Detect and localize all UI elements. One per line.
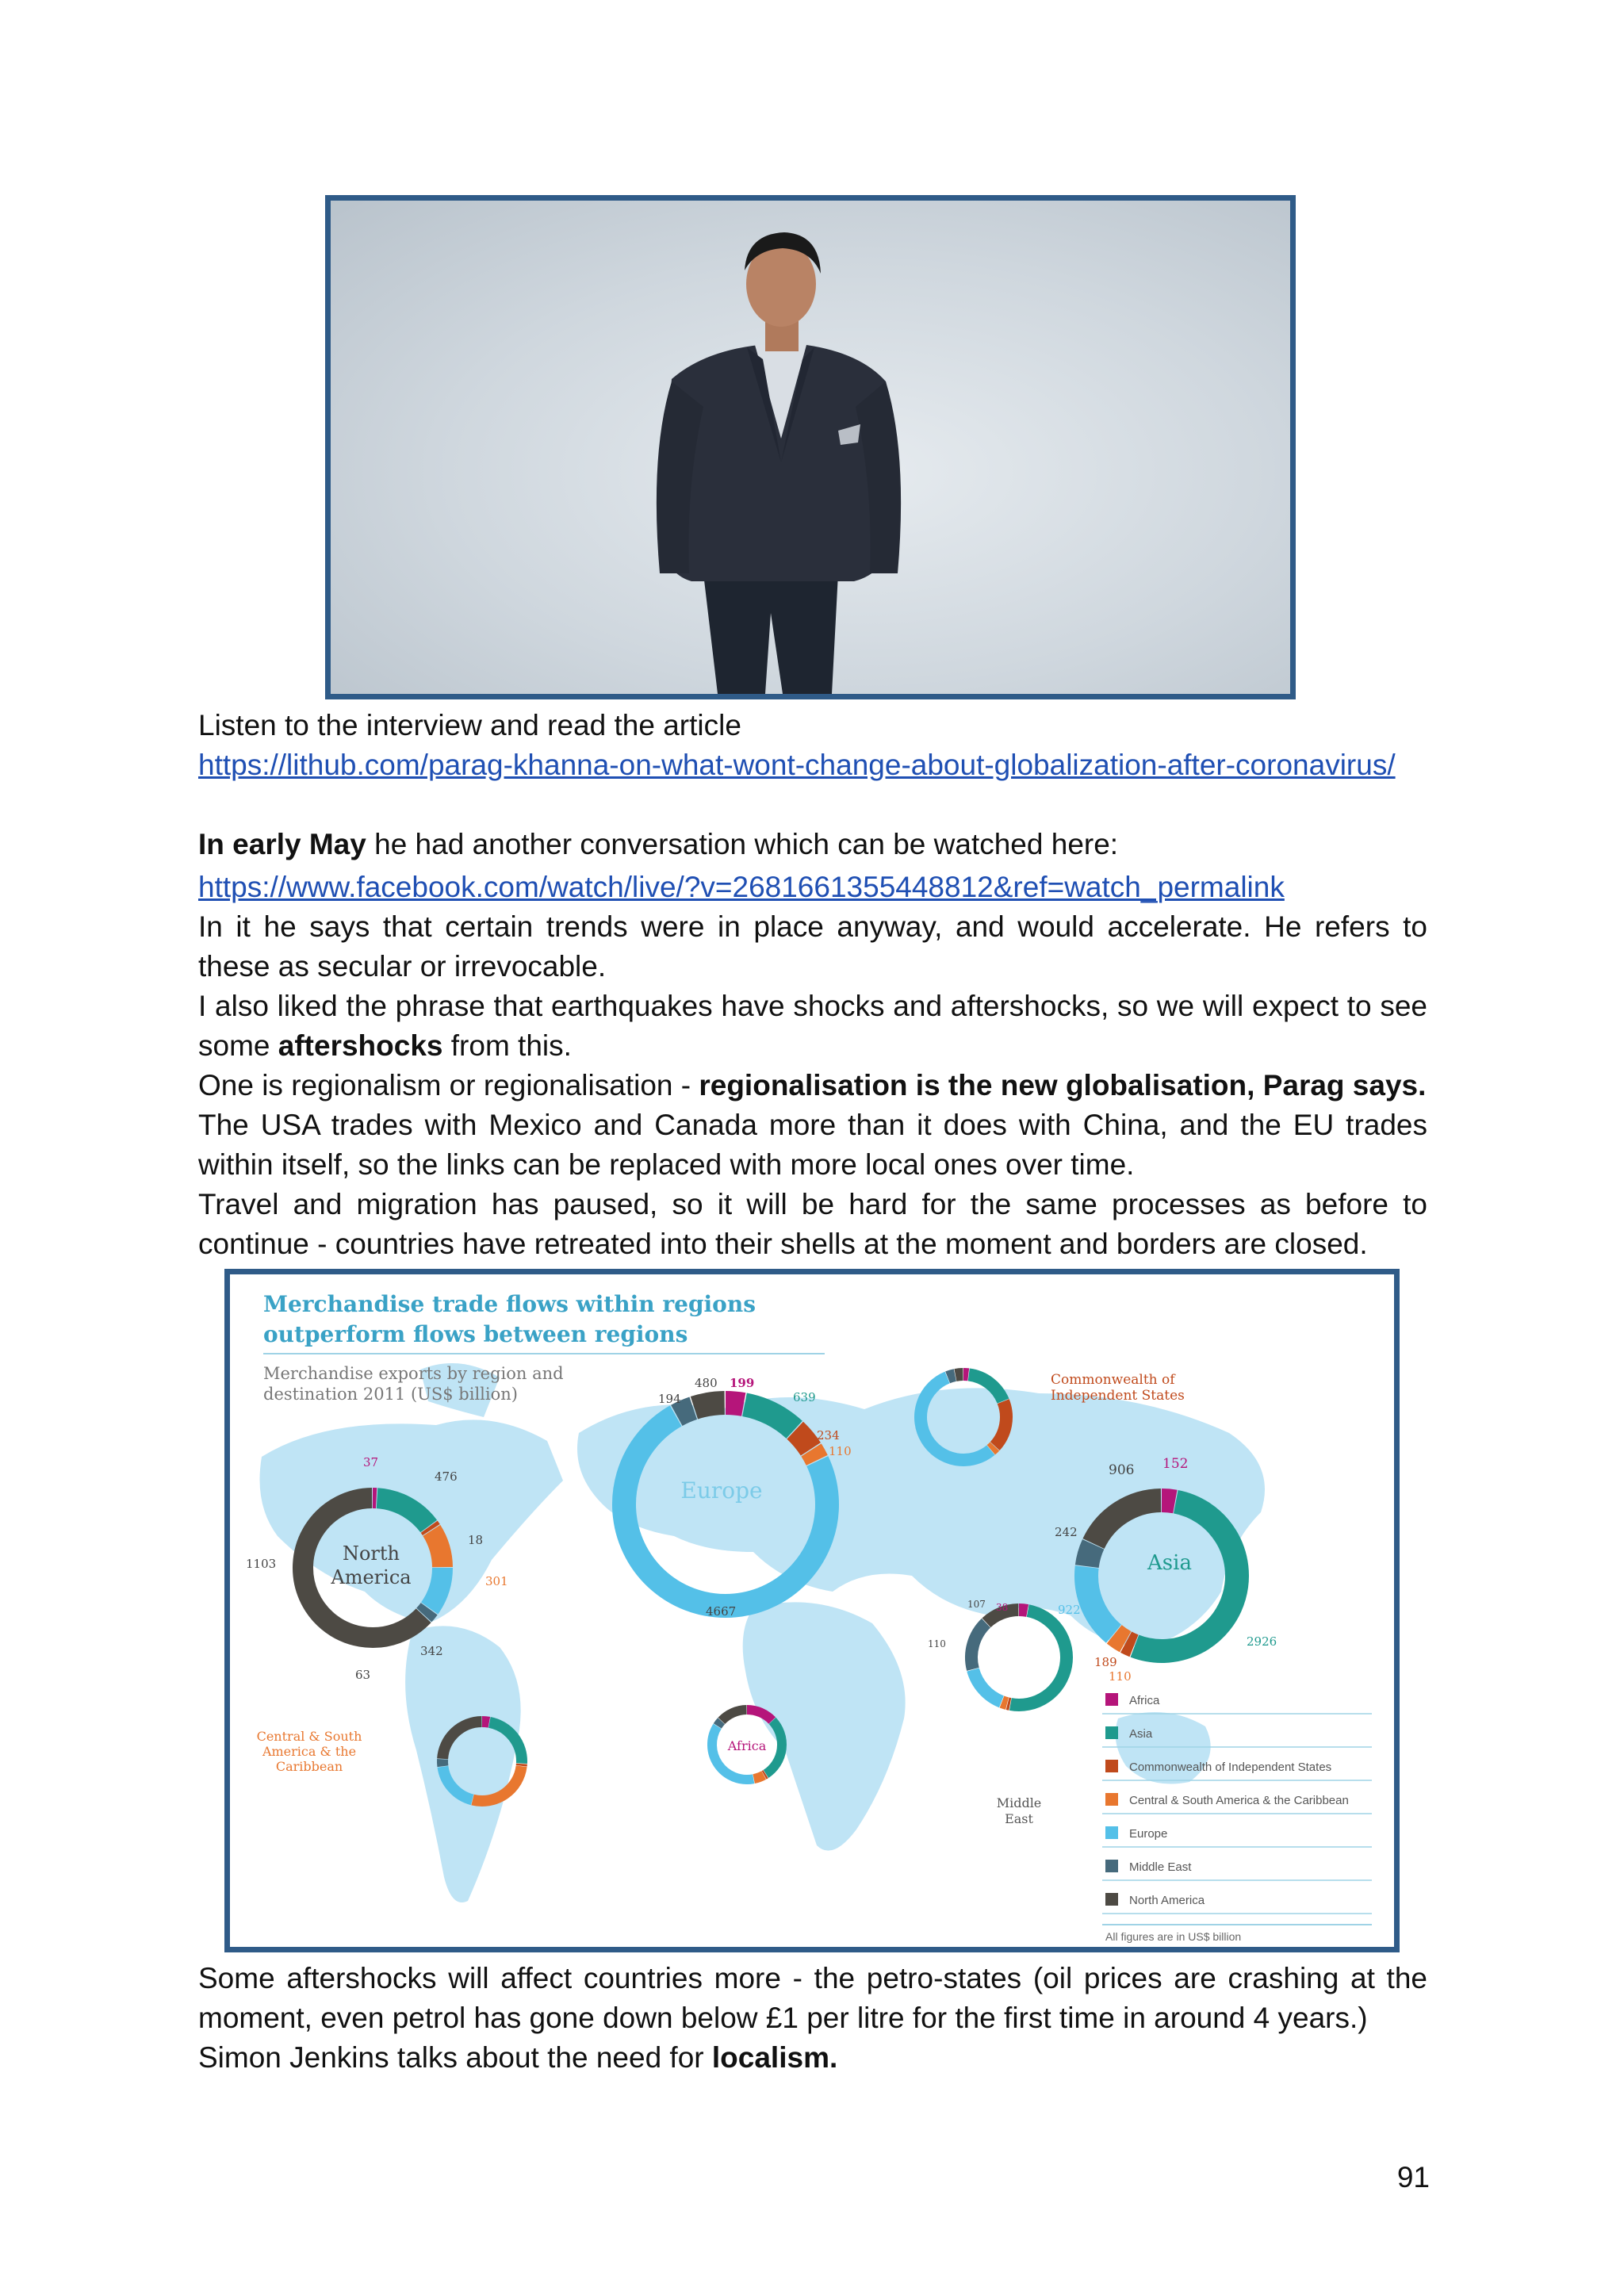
donut-segment-asia — [1010, 1611, 1067, 1705]
label-asia: Asia — [1147, 1551, 1192, 1575]
num-me-3: 110 — [928, 1638, 946, 1649]
travel-paragraph: Travel and migration has paused, so it will be hard for the same processes as before to continue - countries have retreated into their shells at the moment and borders are closed. — [198, 1188, 1427, 1260]
legend-label-middle_east: Middle East — [1129, 1860, 1192, 1874]
petro-states-paragraph: Some aftershocks will affect countries more - the petro-states (oil prices are crashing at the moment, even petrol has gone down below £1 per litre for the first time in around 4 years.) — [198, 1962, 1427, 2034]
portrait-photo — [325, 195, 1296, 699]
page-number: 91 — [1396, 2161, 1430, 2193]
label-cis-1: Commonwealth of — [1051, 1372, 1175, 1388]
label-africa: Africa — [727, 1738, 767, 1753]
num-na-6: 63 — [355, 1668, 371, 1682]
legend-swatch-asia — [1105, 1726, 1118, 1739]
infographic-title-1: Merchandise trade flows within regions — [263, 1291, 756, 1317]
num-eu-5: 110 — [829, 1444, 852, 1458]
donut-segment-middle_east — [971, 1623, 986, 1669]
facebook-link[interactable]: https://www.facebook.com/watch/live/?v=2681661355448812&ref=watch_permalink — [198, 871, 1285, 903]
donut-segment-europe — [973, 1670, 1002, 1702]
infographic-subtitle-1: Merchandise exports by region and — [263, 1364, 564, 1383]
num-me-1: 107 — [967, 1599, 986, 1610]
num-na-1: 37 — [363, 1455, 379, 1469]
lithub-link[interactable]: https://lithub.com/parag-khanna-on-what-wont-change-about-globalization-after-coronavirus/ — [198, 749, 1396, 781]
donut-segment-cis — [1126, 1642, 1134, 1646]
donut-segment-cis — [795, 1431, 811, 1450]
label-middle-east-1: Middle — [996, 1795, 1042, 1810]
legend-label-north_america: North America — [1129, 1894, 1205, 1907]
donut-segment-csa — [1114, 1634, 1125, 1642]
label-north-america-2: America — [331, 1566, 412, 1588]
num-asia-3: 242 — [1055, 1525, 1078, 1539]
donut-segment-csa — [811, 1450, 817, 1460]
label-europe: Europe — [680, 1477, 763, 1504]
donut-segment-csa — [1002, 1702, 1007, 1703]
donut-segment-middle_east — [676, 1408, 693, 1416]
donut-segment-middle_east — [718, 1721, 722, 1726]
intro-line: Listen to the interview and read the article — [198, 709, 741, 741]
legend-note: All figures are in US$ billion — [1105, 1930, 1242, 1943]
num-asia-2: 152 — [1162, 1456, 1189, 1472]
label-middle-east-2: East — [1005, 1811, 1033, 1826]
label-cis-2: Independent States — [1051, 1388, 1185, 1404]
usa-trade-paragraph: The USA trades with Mexico and Canada more than it does with China, and the EU trades within itself, so the links can be replaced with more local ones over time. — [198, 1109, 1427, 1181]
donut-segment-middle_east — [948, 1375, 955, 1377]
num-eu-6: 194 — [658, 1392, 681, 1406]
early-may-paragraph — [198, 825, 1427, 864]
regionalism-bold: regionalisation is the new globalisation, Parag says. — [699, 1069, 1427, 1102]
legend-label-csa: Central & South America & the Caribbean — [1129, 1794, 1349, 1807]
label-csa-1: Central & South — [256, 1729, 362, 1744]
regionalism-paragraph — [198, 1066, 1427, 1105]
num-asia-6: 189 — [1094, 1655, 1117, 1669]
num-na-5: 342 — [420, 1644, 443, 1658]
donut-segment-north_america — [956, 1374, 963, 1375]
num-asia-5: 2926 — [1247, 1634, 1277, 1649]
num-eu-2: 199 — [730, 1376, 755, 1390]
donut-segment-north_america — [694, 1403, 724, 1408]
legend-swatch-middle_east — [1105, 1860, 1118, 1872]
aftershocks-text-b: from this. — [442, 1029, 572, 1062]
num-asia-7: 110 — [1109, 1669, 1132, 1684]
aftershocks-text-a: I also liked the phrase that earthquakes have shocks and aftershocks, so we will expect to see some — [198, 990, 1427, 1062]
early-may-text: he had another conversation which can be watched here: — [366, 828, 1119, 860]
legend-label-europe: Europe — [1129, 1827, 1168, 1841]
donut-middle-east — [971, 1610, 1067, 1705]
num-eu-3: 639 — [793, 1390, 816, 1404]
donut-segment-africa — [726, 1403, 744, 1404]
num-na-3: 18 — [468, 1533, 484, 1547]
label-csa-3: Caribbean — [275, 1759, 343, 1774]
label-north-america-1: North — [342, 1542, 400, 1565]
donut-segment-csa — [431, 1531, 442, 1567]
localism-bold: localism. — [711, 2041, 838, 2074]
num-eu-4: 234 — [817, 1428, 840, 1443]
donut-segment-africa — [747, 1710, 772, 1721]
num-na-2: 476 — [435, 1469, 458, 1484]
aftershocks-paragraph — [198, 987, 1427, 1066]
article-text-bottom — [198, 1959, 1427, 2078]
num-na-7: 1103 — [246, 1557, 277, 1571]
aftershocks-bold: aftershocks — [278, 1029, 443, 1062]
legend-swatch-europe — [1105, 1826, 1118, 1839]
legend-swatch-cis — [1105, 1760, 1118, 1772]
donut-segment-cis — [764, 1774, 766, 1775]
article-text-top — [198, 706, 1427, 1264]
regionalism-text: One is regionalism or regionalisation - — [198, 1069, 699, 1102]
early-may-bold: In early May — [198, 828, 366, 860]
legend-swatch-csa — [1105, 1793, 1118, 1806]
donut-segment-csa — [991, 1446, 995, 1450]
donut-segment-middle_east — [424, 1609, 429, 1615]
infographic-title-2: outperform flows between regions — [263, 1321, 688, 1347]
legend-label-asia: Asia — [1129, 1727, 1153, 1741]
donut-segment-csa — [754, 1776, 764, 1780]
legend-swatch-north_america — [1105, 1893, 1118, 1906]
legend-label-cis: Commonwealth of Independent States — [1129, 1761, 1332, 1774]
donut-segment-north_america — [722, 1710, 747, 1721]
donut-segment-cis — [429, 1527, 431, 1530]
donut-segment-cis — [1008, 1703, 1010, 1704]
num-eu-1: 480 — [695, 1376, 718, 1390]
trade-flows-infographic — [224, 1269, 1400, 1952]
legend-label-africa: Africa — [1129, 1694, 1160, 1707]
num-asia-1: 906 — [1109, 1462, 1135, 1478]
localism-text: Simon Jenkins talks about the need for — [198, 2041, 712, 2074]
num-na-4: 301 — [485, 1574, 508, 1588]
label-csa-2: America & the — [262, 1744, 357, 1759]
num-me-2: 38 — [996, 1602, 1009, 1613]
infographic-subtitle-2: destination 2011 (US$ billion) — [263, 1385, 518, 1404]
legend-swatch-africa — [1105, 1693, 1118, 1706]
localism-paragraph — [198, 2038, 1427, 2078]
donut-segment-africa — [1019, 1610, 1028, 1611]
donut-segment-africa — [1162, 1500, 1175, 1502]
num-asia-4: 922 — [1058, 1603, 1081, 1617]
num-eu-7: 4667 — [706, 1604, 737, 1619]
donut-segment-middle_east — [1087, 1544, 1094, 1566]
trends-paragraph: In it he says that certain trends were in place anyway, and would accelerate. He refers to these as secular or irrevocable. — [198, 910, 1427, 983]
